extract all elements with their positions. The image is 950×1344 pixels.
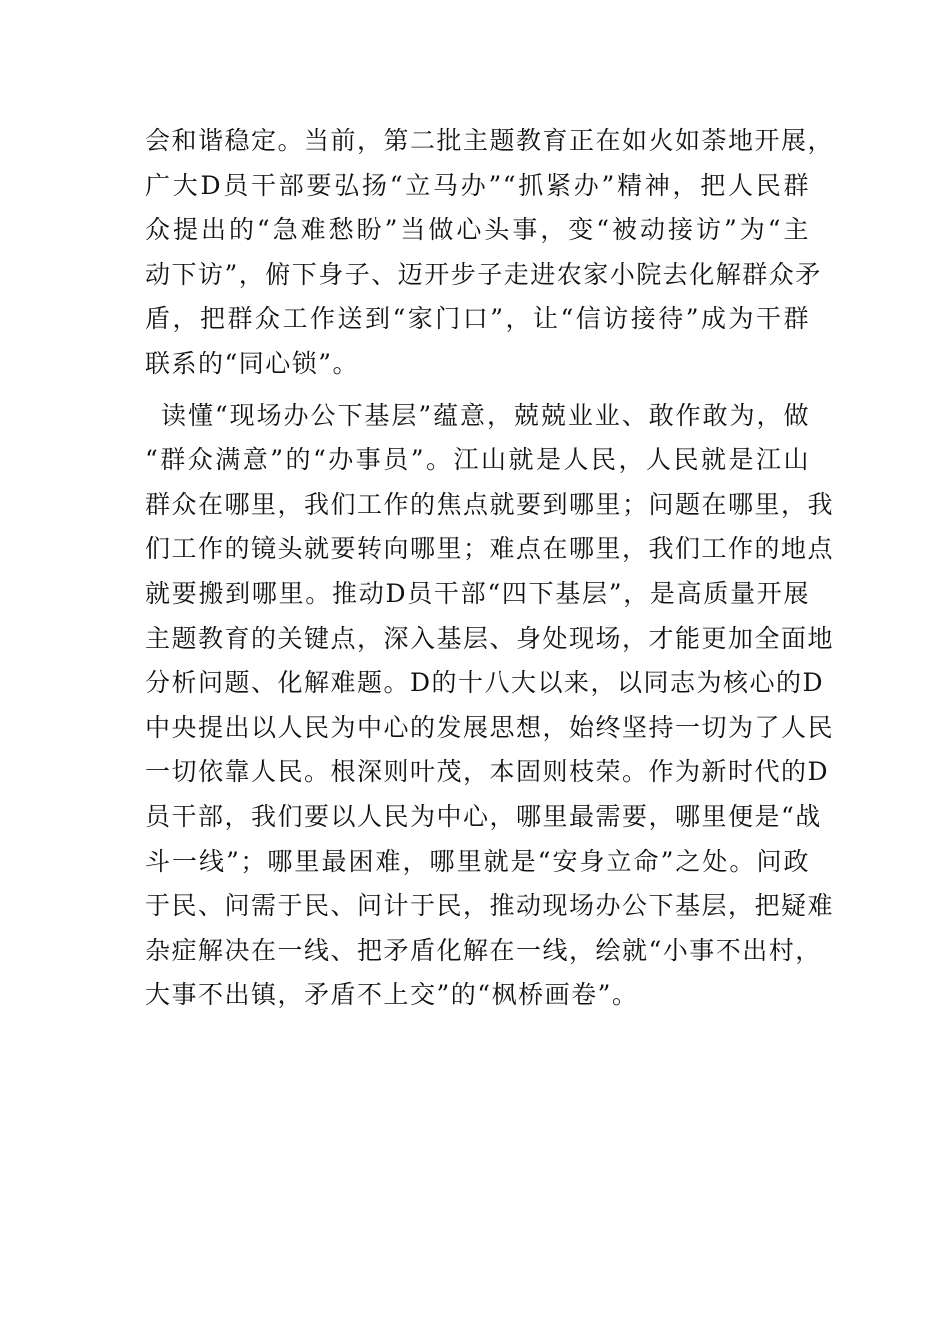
text-line: 斗一线”；哪里最困难，哪里就是“安身立命”之处。问政 (145, 846, 810, 876)
text-line: 众提出的“急难愁盼”当做心头事，变“被动接访”为“主 (145, 215, 810, 245)
text-line: 分析问题、化解难题。D的十八大以来，以同志为核心的D (145, 668, 825, 698)
text-line: 中央提出以人民为中心的发展思想，始终坚持一切为了人民 (145, 712, 835, 742)
paragraph-1 (145, 119, 835, 387)
text-line: 广大D员干部要弘扬“立马办”“抓紧办”精神，把人民群 (145, 170, 810, 200)
text-line: 动下访”，俯下身子、迈开步子走进农家小院去化解群众矛 (145, 259, 822, 289)
text-line: 就要搬到哪里。推动D员干部“四下基层”，是高质量开展 (145, 578, 810, 608)
text-line: 员干部，我们要以人民为中心，哪里最需要，哪里便是“战 (145, 801, 822, 831)
paragraph-2 (145, 394, 835, 1018)
paragraph-spacer (145, 387, 810, 394)
text-line: 于民、问需于民、问计于民，推动现场办公下基层，把疑难 (145, 891, 835, 921)
text-line: 会和谐稳定。当前，第二批主题教育正在如火如荼地开展， (145, 126, 835, 155)
text-line: “群众满意”的“办事员”。江山就是人民，人民就是江山 (145, 445, 810, 475)
text-line: 盾，把群众工作送到“家门口”，让“信访接待”成为干群 (145, 304, 810, 334)
text-line: 主题教育的关键点，深入基层、身处现场，才能更加全面地 (145, 623, 835, 653)
text-line: 大事不出镇，矛盾不上交”的“枫桥画卷”。 (145, 980, 639, 1010)
text-line: 杂症解决在一线、把矛盾化解在一线，绘就“小事不出村， (145, 935, 822, 965)
text-line: 群众在哪里，我们工作的焦点就要到哪里；问题在哪里，我 (145, 489, 835, 519)
text-line: 一切依靠人民。根深则叶茂，本固则枝荣。作为新时代的D (145, 757, 830, 787)
text-line: 读懂“现场办公下基层”蕴意，兢兢业业、敢作敢为，做 (161, 400, 810, 430)
text-line: 联系的“同心锁”。 (145, 348, 360, 378)
text-line: 们工作的镜头就要转向哪里；难点在哪里，我们工作的地点 (145, 534, 835, 564)
document-body (145, 119, 835, 1018)
